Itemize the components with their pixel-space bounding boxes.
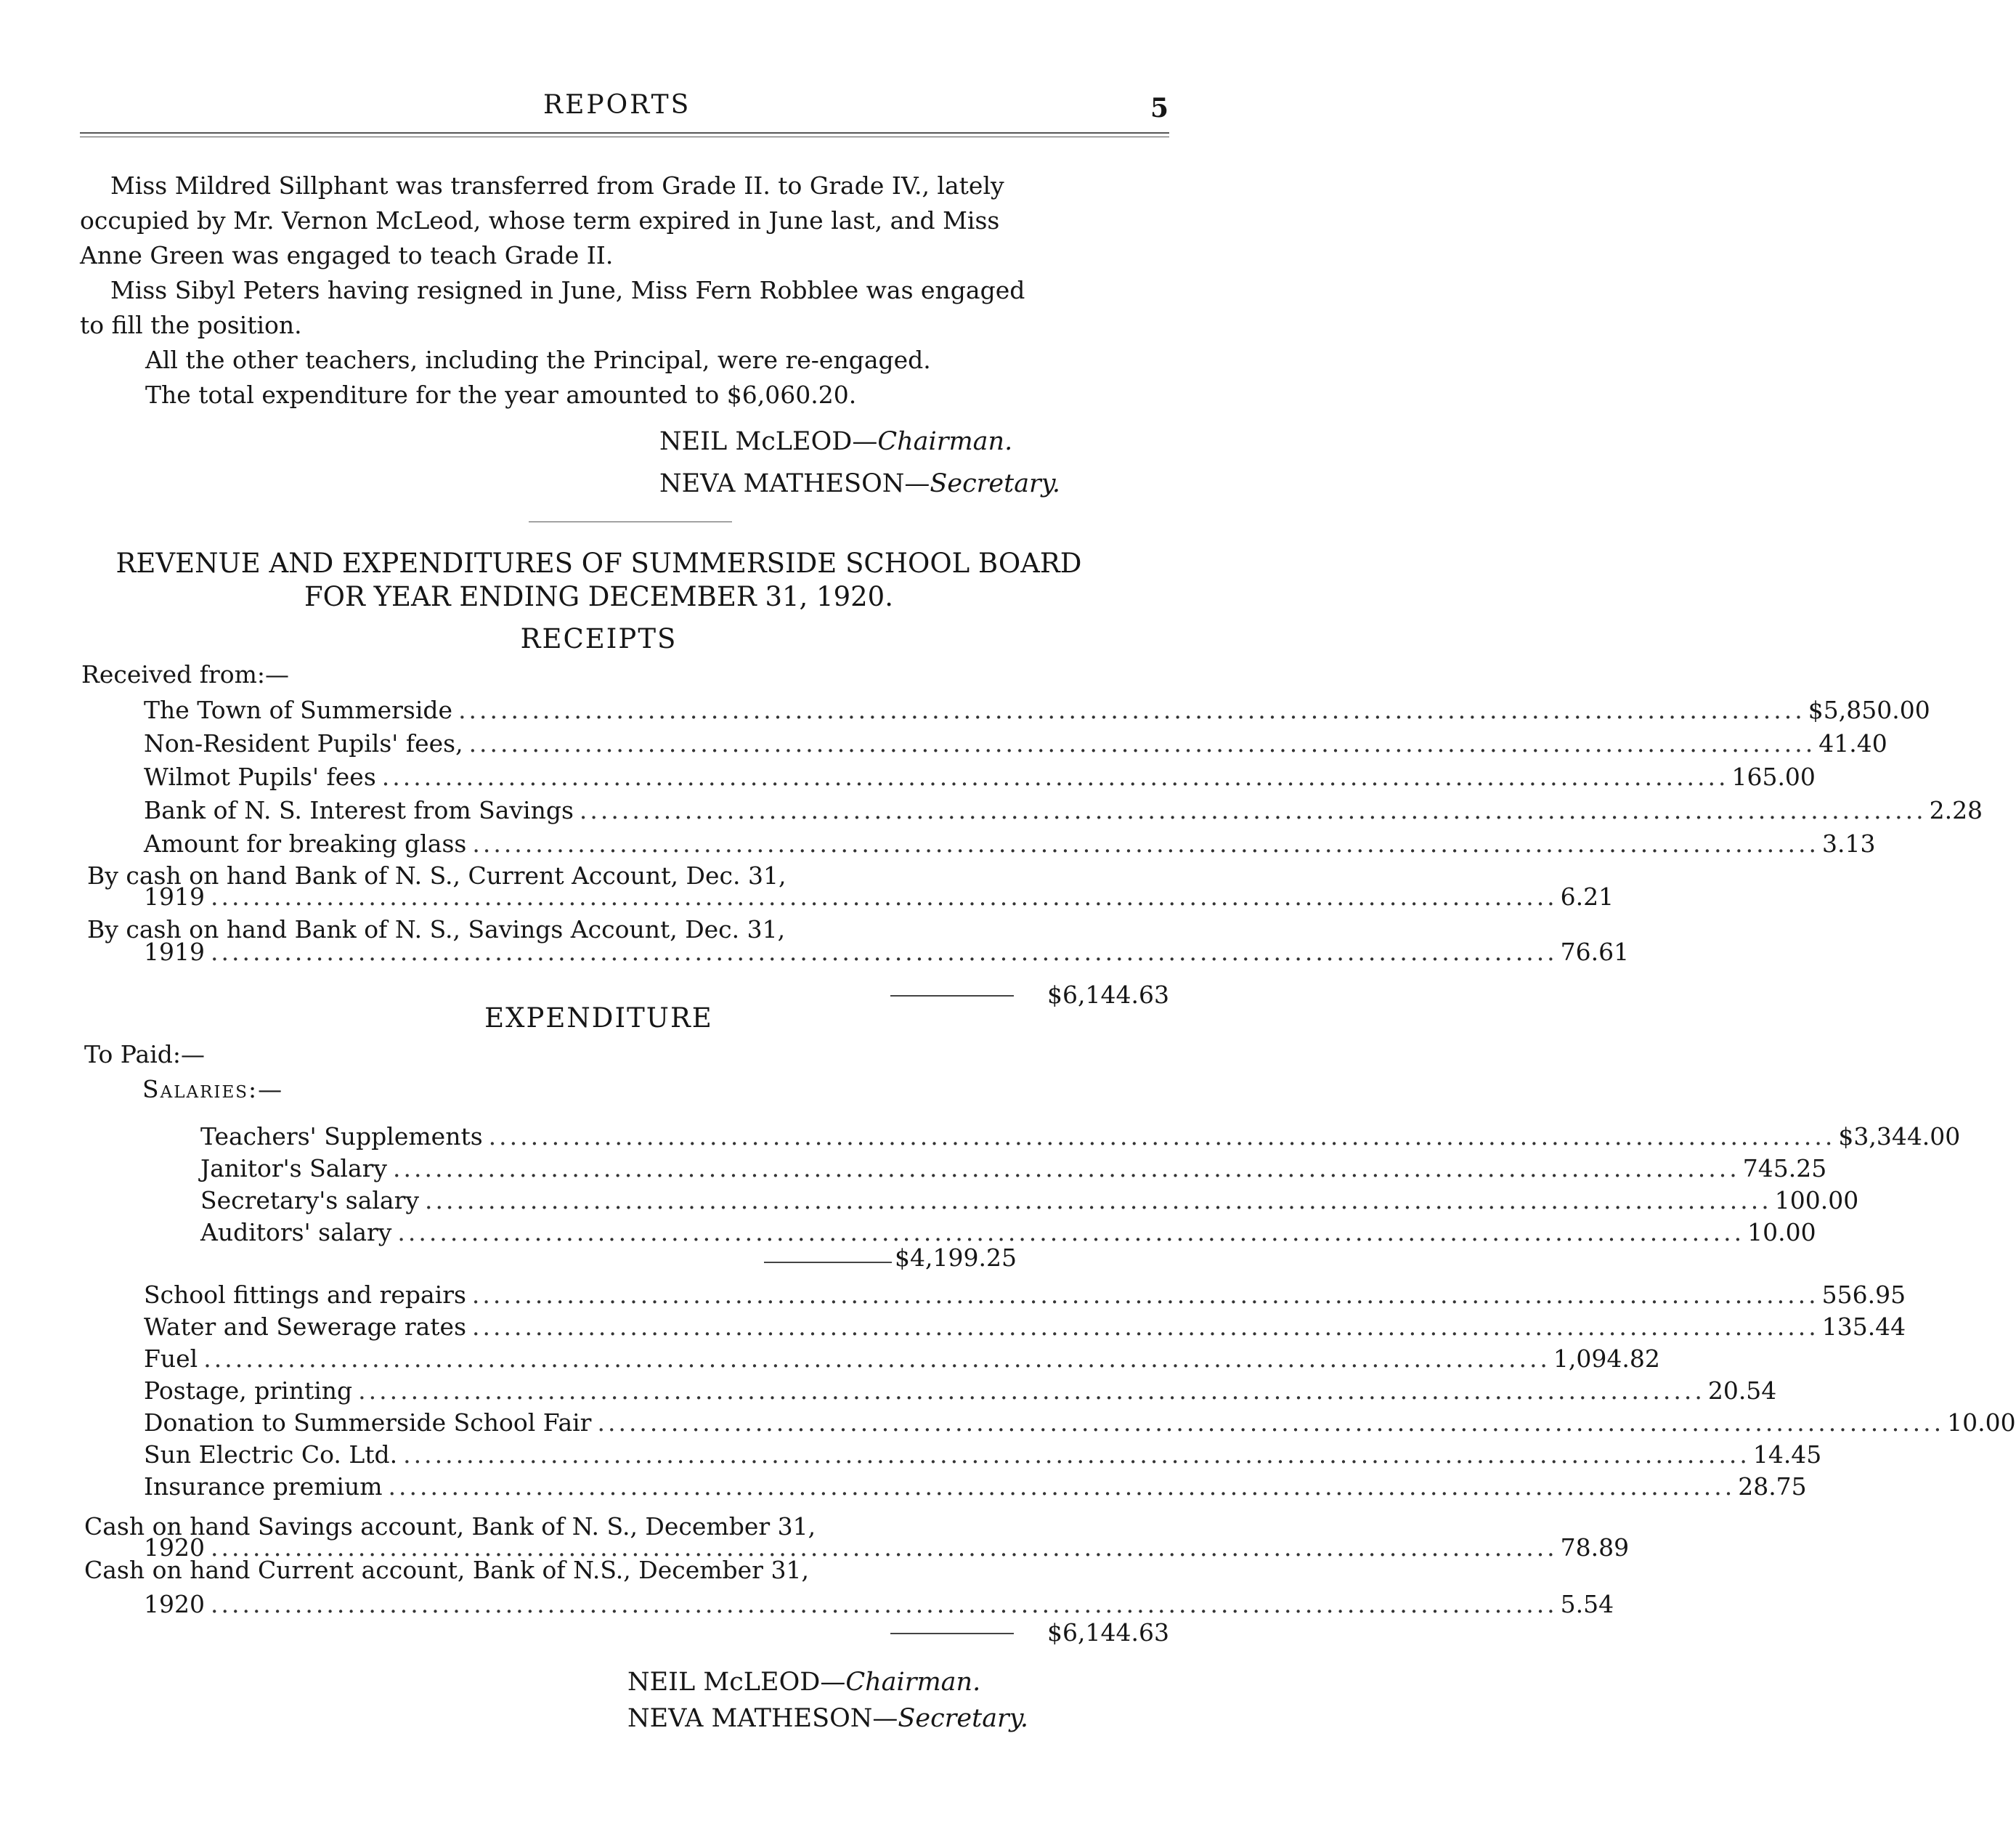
receipt-item-amount: 3.13 bbox=[1822, 829, 1876, 858]
leader-dots: ................................................................................................................................ bbox=[210, 938, 1558, 966]
secretary-name: NEVA MATHESON— bbox=[659, 469, 930, 498]
receipt-item-label: Bank of N. S. Interest from Savings bbox=[144, 796, 574, 824]
salary-item-label: Secretary's salary bbox=[200, 1186, 420, 1214]
salary-item-row bbox=[200, 1119, 1961, 1151]
expense-item-amount: 20.54 bbox=[1707, 1376, 1777, 1405]
expense-item-row bbox=[144, 1309, 1906, 1341]
receipt-item-row bbox=[144, 792, 1983, 824]
salary-item-row bbox=[200, 1182, 1859, 1214]
receipt-item-label: The Town of Summerside bbox=[144, 696, 453, 724]
intro-p4: The total expenditure for the year amounted to $6,060.20. bbox=[145, 381, 857, 409]
leader-dots: ................................................................................................................................ bbox=[458, 696, 1805, 724]
salaries-heading: Salaries:— bbox=[142, 1075, 284, 1103]
receipt-item-amount: 165.00 bbox=[1731, 763, 1816, 791]
receipts-heading: RECEIPTS bbox=[520, 623, 678, 654]
salary-item-label: Teachers' Supplements bbox=[200, 1122, 483, 1151]
receipts-total-rule bbox=[890, 995, 1014, 997]
intro-p3: All the other teachers, including the Principal, were re-engaged. bbox=[145, 346, 931, 374]
leader-dots: ................................................................................................................................ bbox=[381, 763, 1729, 791]
leader-dots: ................................................................................................................................ bbox=[203, 1344, 1550, 1373]
leader-dots: ................................................................................................................................ bbox=[358, 1376, 1705, 1405]
expense-item-amount: 10.00 bbox=[1947, 1408, 2016, 1437]
salary-item-amount: 745.25 bbox=[1742, 1154, 1827, 1182]
chairman-name: NEIL McLEOD— bbox=[627, 1668, 846, 1697]
expense-item-row bbox=[144, 1341, 1660, 1373]
expense-cash-savings-amount: 78.89 bbox=[1560, 1533, 1630, 1562]
leader-dots: ................................................................................................................................ bbox=[425, 1186, 1772, 1214]
intro-p1-line2: occupied by Mr. Vernon McLeod, whose term expired in June last, and Miss bbox=[80, 206, 1000, 235]
expense-item-row bbox=[144, 1437, 1822, 1469]
receipt-item-amount: 41.40 bbox=[1818, 729, 1887, 758]
receipt-cash-savings-line1: By cash on hand Bank of N. S., Savings Account, Dec. 31, bbox=[87, 915, 786, 944]
leader-dots: ................................................................................................................................ bbox=[397, 1218, 1745, 1246]
receipt-item-row bbox=[144, 726, 1887, 758]
running-header: REPORTS bbox=[543, 90, 691, 120]
chairman-name: NEIL McLEOD— bbox=[659, 427, 878, 456]
expense-item-label: Sun Electric Co. Ltd. bbox=[144, 1440, 398, 1469]
expense-item-label: Insurance premium bbox=[144, 1472, 383, 1501]
expense-item-label: Water and Sewerage rates bbox=[144, 1312, 467, 1341]
receipt-cash-savings-row bbox=[144, 934, 1630, 966]
expense-item-amount: 556.95 bbox=[1821, 1281, 1906, 1309]
secretary-role: Secretary. bbox=[930, 469, 1061, 498]
expense-cash-current-line1: Cash on hand Current account, Bank of N.S., December 31, bbox=[84, 1556, 809, 1584]
expense-item-amount: 1,094.82 bbox=[1553, 1344, 1660, 1373]
expense-item-label: Fuel bbox=[144, 1344, 198, 1373]
salary-item-row bbox=[200, 1151, 1827, 1182]
receipt-item-row bbox=[144, 826, 1876, 858]
receipts-total: $6,144.63 bbox=[1047, 981, 1169, 1009]
secretary-role: Secretary. bbox=[898, 1704, 1029, 1733]
received-from-label: Received from:— bbox=[81, 660, 289, 689]
receipt-cash-current-row bbox=[144, 879, 1614, 911]
leader-dots: ................................................................................................................................ bbox=[488, 1122, 1836, 1151]
chairman-role: Chairman. bbox=[877, 427, 1013, 456]
expense-cash-savings-line1: Cash on hand Savings account, Bank of N. S., December 31, bbox=[84, 1512, 816, 1541]
receipt-cash-current-amount: 6.21 bbox=[1560, 882, 1614, 911]
leader-dots: ................................................................................................................................ bbox=[472, 829, 1820, 858]
expenditure-heading: EXPENDITURE bbox=[484, 1002, 713, 1034]
signature-secretary bbox=[659, 469, 1060, 498]
receipt-item-row bbox=[144, 759, 1816, 791]
leader-dots: ................................................................................................................................ bbox=[210, 1533, 1558, 1562]
intro-p2-line1: Miss Sibyl Peters having resigned in June, Miss Fern Robblee was engaged bbox=[110, 276, 1025, 304]
expenditure-total: $6,144.63 bbox=[1047, 1618, 1169, 1647]
receipt-cash-current-line1: By cash on hand Bank of N. S., Current Account, Dec. 31, bbox=[87, 861, 787, 890]
leader-dots: ................................................................................................................................ bbox=[210, 1590, 1558, 1618]
to-paid-label: To Paid:— bbox=[84, 1040, 205, 1068]
receipt-item-amount: 2.28 bbox=[1929, 796, 1983, 824]
leader-dots: ................................................................................................................................ bbox=[393, 1154, 1740, 1182]
leader-dots: ................................................................................................................................ bbox=[468, 729, 1816, 758]
receipt-cash-current-year: 1919 bbox=[144, 882, 205, 911]
receipt-item-label: Wilmot Pupils' fees bbox=[144, 763, 376, 791]
intro-p1-line3: Anne Green was engaged to teach Grade II. bbox=[80, 241, 614, 269]
leader-dots: ................................................................................................................................ bbox=[579, 796, 1927, 824]
expense-item-label: School fittings and repairs bbox=[144, 1281, 466, 1309]
receipt-item-row bbox=[144, 692, 1930, 724]
expense-item-label: Postage, printing bbox=[144, 1376, 353, 1405]
header-rule bbox=[80, 132, 1169, 134]
expense-item-amount: 14.45 bbox=[1752, 1440, 1822, 1469]
page-number: 5 bbox=[1150, 93, 1169, 123]
expense-cash-savings-year: 1920 bbox=[144, 1533, 205, 1562]
expense-cash-current-amount: 5.54 bbox=[1560, 1590, 1614, 1618]
expense-item-amount: 28.75 bbox=[1738, 1472, 1807, 1501]
expense-item-row bbox=[144, 1469, 1807, 1501]
expense-item-label: Donation to Summerside School Fair bbox=[144, 1408, 592, 1437]
receipt-item-label: Amount for breaking glass bbox=[144, 829, 467, 858]
expense-item-amount: 135.44 bbox=[1821, 1312, 1906, 1341]
leader-dots: ................................................................................................................................ bbox=[388, 1472, 1736, 1501]
leader-dots: ................................................................................................................................ bbox=[403, 1440, 1750, 1469]
chairman-role: Chairman. bbox=[845, 1668, 981, 1697]
expenditure-total-rule bbox=[890, 1633, 1014, 1634]
salary-item-label: Janitor's Salary bbox=[200, 1154, 388, 1182]
receipt-cash-savings-amount: 76.61 bbox=[1560, 938, 1630, 966]
expense-item-row bbox=[144, 1373, 1777, 1405]
receipt-item-amount: $5,850.00 bbox=[1808, 696, 1930, 724]
expense-cash-current-row bbox=[144, 1586, 1614, 1618]
leader-dots: ................................................................................................................................ bbox=[472, 1312, 1819, 1341]
leader-dots: ................................................................................................................................ bbox=[597, 1408, 1945, 1437]
statement-title-line2: FOR YEAR ENDING DECEMBER 31, 1920. bbox=[304, 581, 893, 612]
leader-dots: ................................................................................................................................ bbox=[210, 882, 1558, 911]
leader-dots: ................................................................................................................................ bbox=[471, 1281, 1819, 1309]
expense-item-row bbox=[144, 1405, 2016, 1437]
salaries-total: $4,199.25 bbox=[895, 1243, 1017, 1272]
expense-cash-current-year: 1920 bbox=[144, 1590, 205, 1618]
salary-item-amount: 100.00 bbox=[1774, 1186, 1859, 1214]
signature-chairman bbox=[659, 427, 1012, 456]
receipt-cash-savings-year: 1919 bbox=[144, 938, 205, 966]
secretary-name: NEVA MATHESON— bbox=[627, 1704, 898, 1733]
salary-item-label: Auditors' salary bbox=[200, 1218, 392, 1246]
signature2-chairman bbox=[627, 1668, 980, 1697]
receipt-item-label: Non-Resident Pupils' fees, bbox=[144, 729, 463, 758]
intro-p1-line1: Miss Mildred Sillphant was transferred from Grade II. to Grade IV., lately bbox=[110, 171, 1004, 200]
intro-p2-line2: to fill the position. bbox=[80, 311, 302, 339]
expense-item-row bbox=[144, 1277, 1906, 1309]
statement-title-line1: REVENUE AND EXPENDITURES OF SUMMERSIDE SCHOOL BOARD bbox=[115, 548, 1082, 579]
salary-item-amount: $3,344.00 bbox=[1838, 1122, 1961, 1151]
salary-item-amount: 10.00 bbox=[1747, 1218, 1816, 1246]
signature2-secretary bbox=[627, 1704, 1028, 1733]
salary-item-row bbox=[200, 1214, 1816, 1246]
